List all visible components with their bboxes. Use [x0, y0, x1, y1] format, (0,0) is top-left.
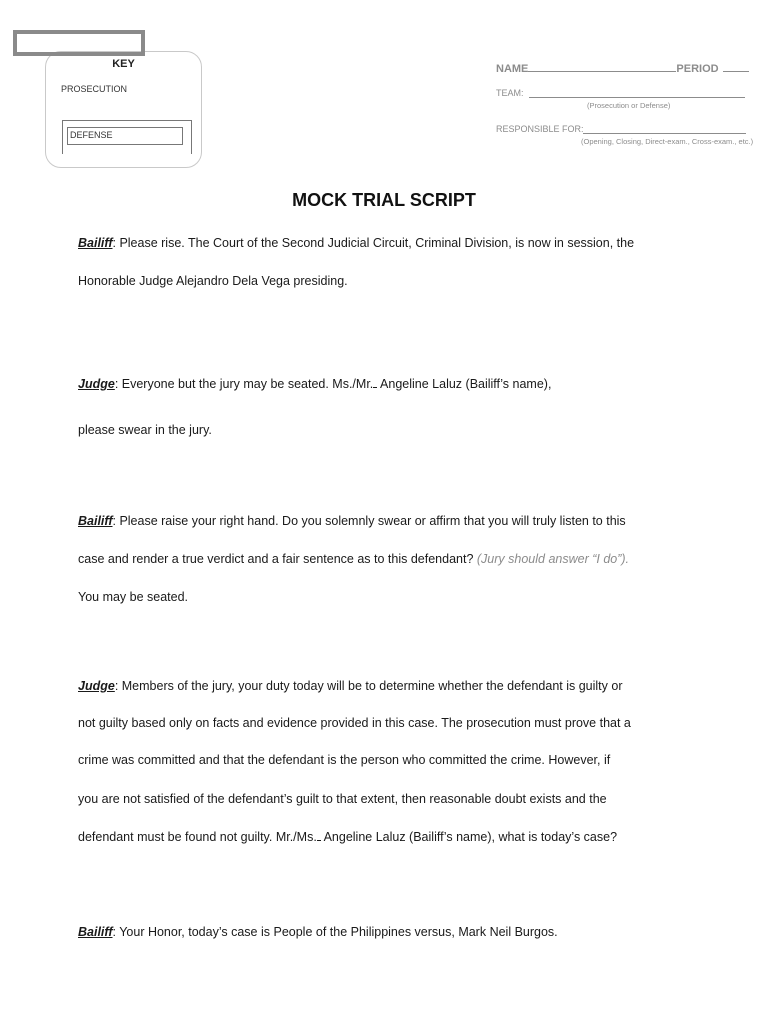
speaker-name: Bailiff — [78, 925, 113, 939]
speaker-name: Judge — [78, 679, 115, 693]
script-line — [78, 552, 629, 566]
script-line: You may be seated. — [78, 590, 189, 604]
script-line — [78, 236, 634, 250]
script-line — [78, 925, 558, 939]
dialogue-text: : Please raise your right hand. Do you solemnly swear or affirm that you will truly listen to this — [112, 514, 626, 528]
dialogue-text: : Everyone but the jury may be seated. Ms./Mr. — [114, 377, 374, 391]
script-line: please swear in the jury. — [78, 423, 212, 437]
dialogue-text: Angeline Laluz (Bailiff’s name), — [377, 377, 552, 391]
team-blank[interactable] — [529, 97, 745, 98]
name-period-field — [496, 62, 749, 75]
dialogue-text: : Members of the jury, your duty today will be to determine whether the defendant is guilty or — [114, 679, 623, 693]
page-title: MOCK TRIAL SCRIPT — [292, 190, 476, 210]
key-prosecution-box — [13, 30, 145, 56]
responsible-blank[interactable] — [583, 133, 746, 134]
name-blank[interactable] — [528, 62, 676, 72]
key-defense-label: DEFENSE — [70, 130, 113, 140]
responsible-label: RESPONSIBLE FOR: — [496, 124, 584, 134]
script-line: you are not satisfied of the defendant’s guilt to that extent, then reasonable doubt exists and the — [78, 792, 607, 806]
speaker-name: Judge — [78, 377, 115, 391]
dialogue-text: : Your Honor, today’s case is People of the Philippines versus, Mark Neil Burgos. — [112, 925, 558, 939]
key-title: KEY — [112, 58, 135, 70]
speaker-name: Bailiff — [78, 514, 113, 528]
dialogue-text: Angeline Laluz (Bailiff’s name), what is today’s case? — [320, 830, 618, 844]
script-line — [78, 679, 622, 693]
name-label: NAME — [496, 63, 529, 75]
script-line: crime was committed and that the defendant is the person who committed the crime. However, if — [78, 753, 611, 767]
dialogue-text: case and render a true verdict and a fair sentence as to this defendant? — [78, 552, 474, 566]
team-label: TEAM: — [496, 88, 524, 98]
script-line: Honorable Judge Alejandro Dela Vega presiding. — [78, 274, 348, 288]
period-label: PERIOD — [676, 63, 719, 75]
dialogue-text: : Please rise. The Court of the Second Judicial Circuit, Criminal Division, is now in session, the — [112, 236, 635, 250]
key-prosecution-label: PROSECUTION — [61, 84, 128, 94]
script-line: not guilty based only on facts and evidence provided in this case. The prosecution must prove that a — [78, 716, 631, 730]
script-line — [78, 377, 551, 391]
responsible-hint: (Opening, Closing, Direct-exam., Cross-exam., etc.) — [581, 137, 754, 146]
team-hint: (Prosecution or Defense) — [587, 101, 671, 110]
period-blank[interactable] — [723, 62, 749, 72]
script-line — [78, 830, 617, 844]
dialogue-text: defendant must be found not guilty. Mr./Ms. — [78, 830, 317, 844]
speaker-name: Bailiff — [78, 236, 113, 250]
script-line — [78, 514, 626, 528]
stage-direction: (Jury should answer “I do”). — [476, 552, 630, 566]
